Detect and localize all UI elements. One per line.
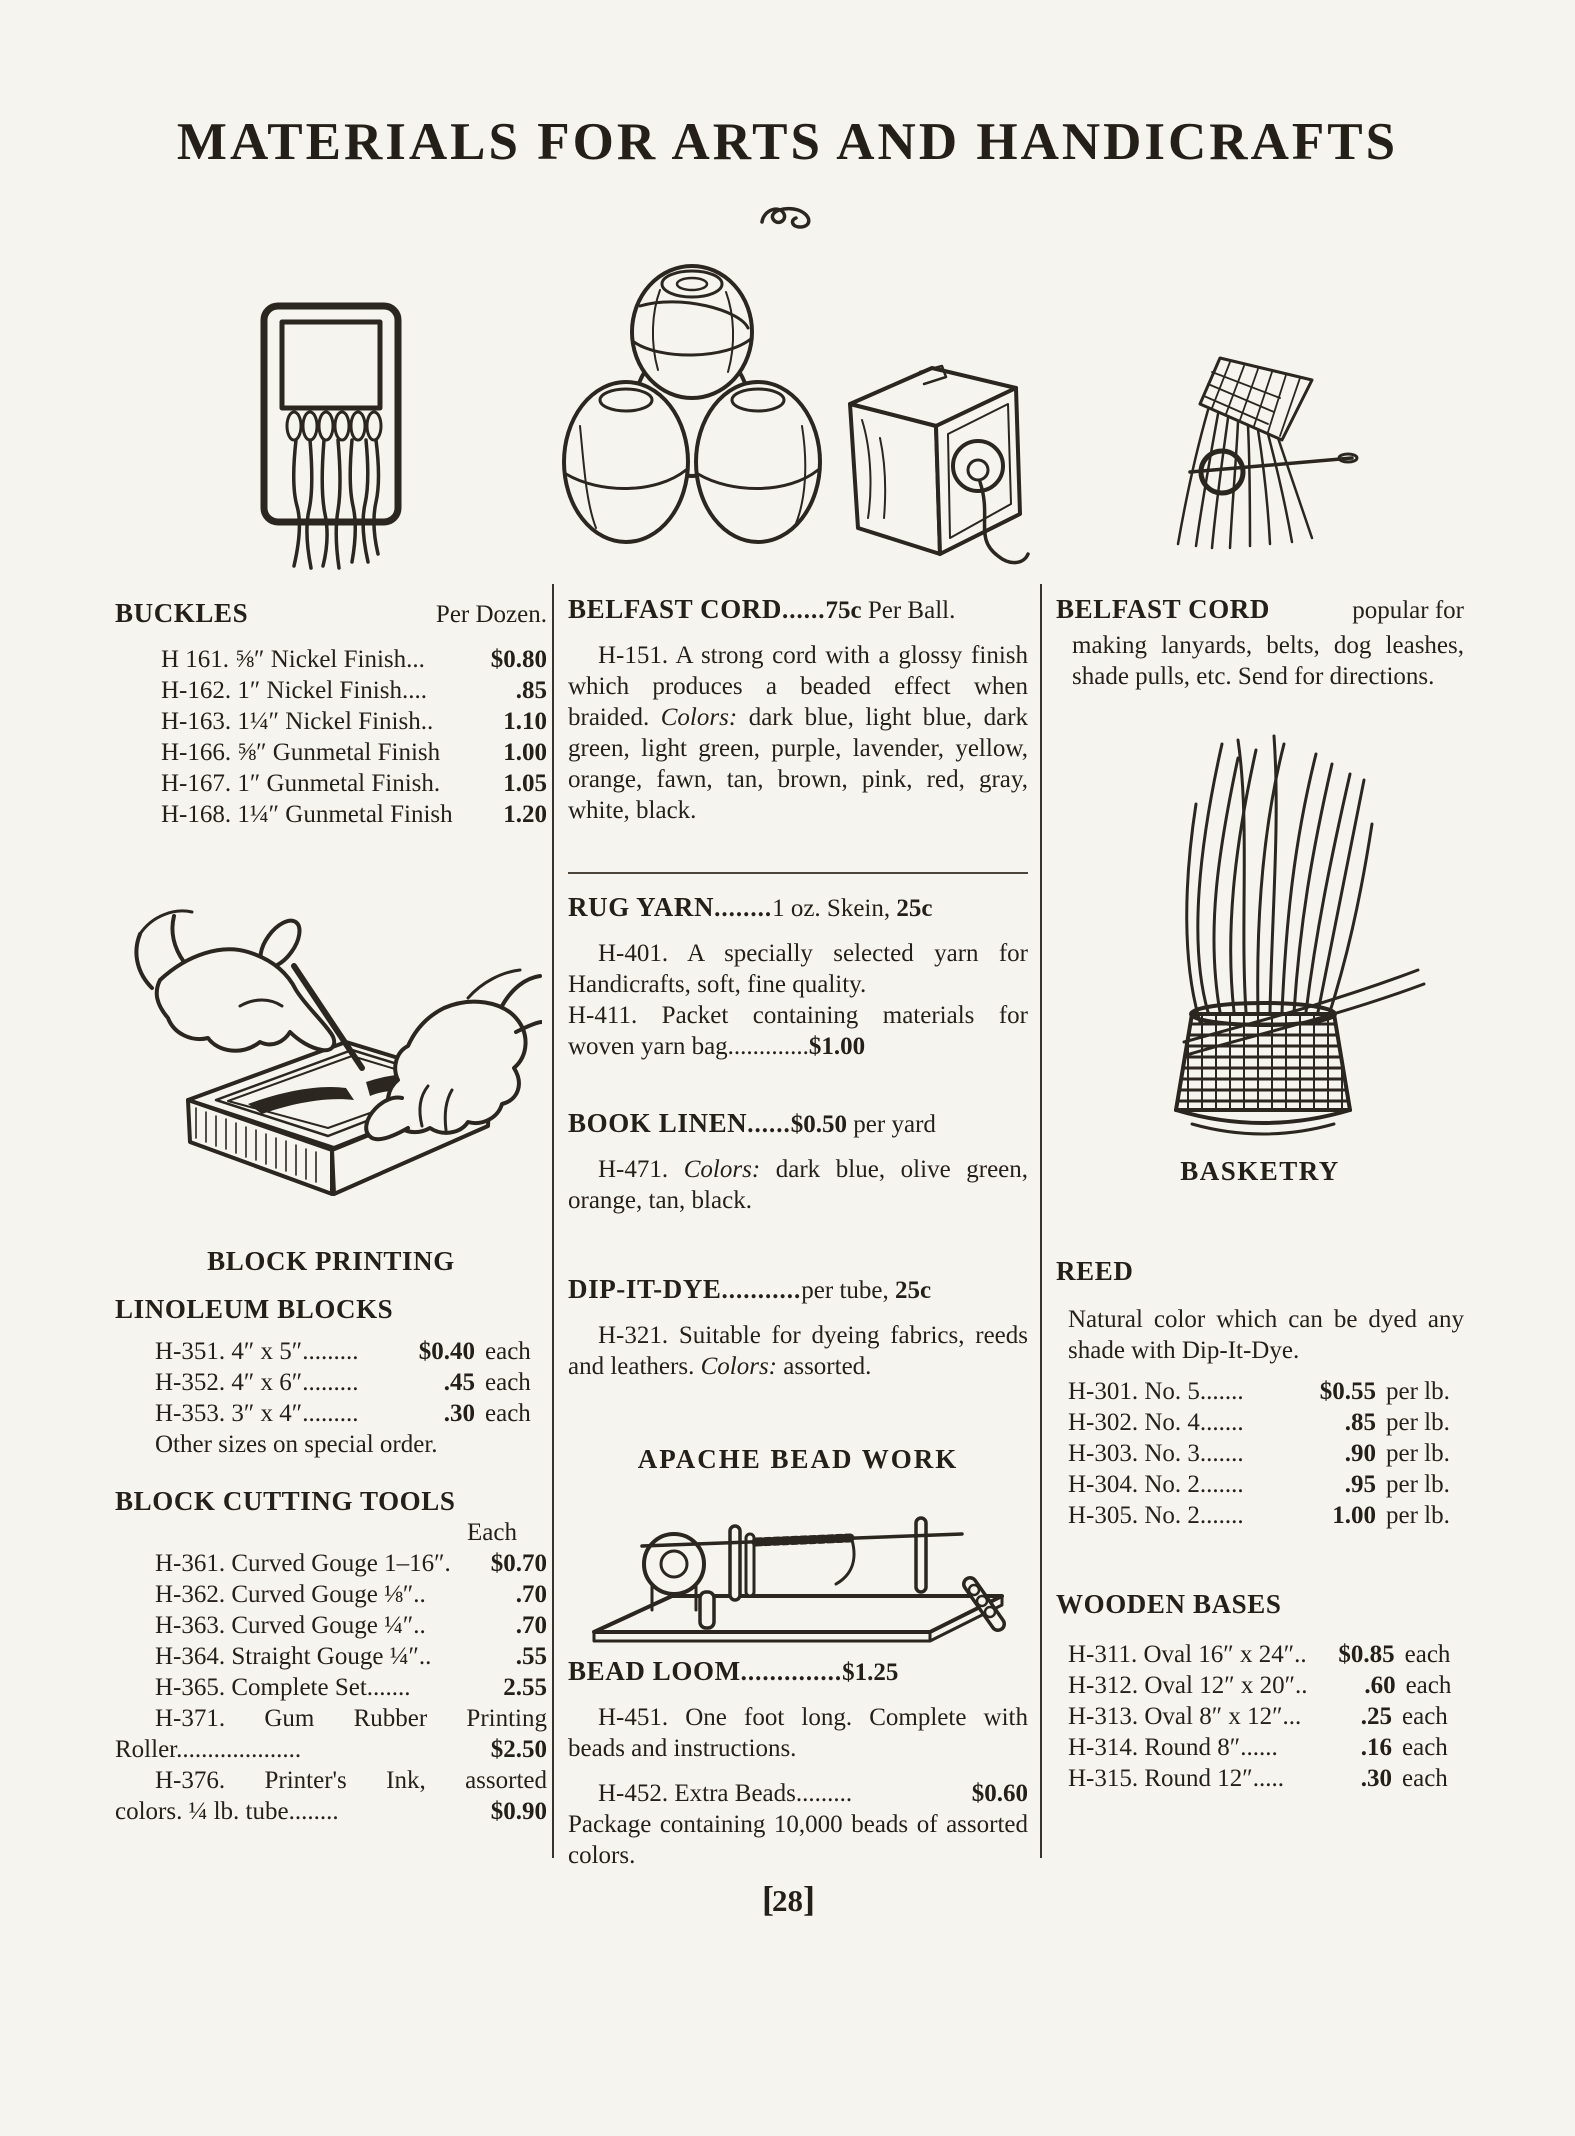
item-price: $0.55 [1319,1378,1376,1405]
item-price: .70 [515,1612,547,1639]
item-label: H-167. 1″ Gunmetal Finish. [161,770,441,797]
buckles-price-note: Per Dozen. [435,601,547,628]
item-label: H-168. 1¼″ Gunmetal Finish [161,801,453,828]
page-number-value: 28 [772,1883,803,1918]
item-label: H-162. 1″ Nickel Finish.... [161,677,427,704]
buckle-with-cords-illustration [250,296,420,576]
catalog-item-row [1068,1732,1464,1763]
colors-label: Colors: [700,1353,777,1380]
catalog-item-row [1068,1500,1464,1531]
right-column [1056,592,1464,1794]
item-price: .30 [1360,1765,1392,1792]
illustration-spacer [115,830,547,1226]
rug-yarn-heading: RUG YARN [568,892,715,922]
item-unit: each [1404,1641,1451,1668]
item-price: $0.60 [971,1780,1028,1807]
item-unit: each [485,1369,531,1396]
buckles-heading-row [115,596,547,630]
cord-balls-illustration [540,250,850,570]
catalog-item-row [161,768,547,799]
item-label: H-166. ⅝″ Gunmetal Finish [161,739,441,766]
item-price: .85 [1344,1409,1376,1436]
item-price: 2.55 [503,1674,547,1701]
linoleum-blocks-note: Other sizes on special order. [155,1431,438,1458]
item-label: H-305. No. 2....... [1068,1502,1244,1529]
buckles-heading: BUCKLES [115,598,249,628]
belfast-cord-right-description: making lanyards, belts, dog leashes, shade pulls, etc. Send for directions. [1072,632,1464,690]
item-label: colors. ¼ lb. tube........ [115,1798,339,1825]
item-price: 1.00 [503,739,547,766]
item-unit: per lb. [1386,1502,1450,1529]
item-unit: each [1402,1765,1448,1792]
item-unit: per lb. [1386,1471,1450,1498]
belfast-cord-right-heading-row [1056,592,1464,626]
item-label: H-353. 3″ x 4″......... [155,1400,359,1427]
item-label: H-352. 4″ x 6″......... [155,1369,359,1396]
item-label: H-362. Curved Gouge ⅛″.. [155,1581,426,1608]
catalog-item-row [155,1367,547,1398]
item-price: .95 [1344,1471,1376,1498]
reed-heading: REED [1056,1256,1134,1286]
section-divider [568,872,1028,874]
catalog-item-row [161,675,547,706]
item-price: .90 [1344,1440,1376,1467]
catalog-item-row [1068,1407,1464,1438]
item-price: .16 [1360,1734,1392,1761]
catalog-item-row [1068,1763,1464,1794]
page-number-bracket: ] [803,1879,813,1919]
item-price: .85 [515,677,547,704]
item-label: H-303. No. 3....... [1068,1440,1244,1467]
reed-list [1056,1376,1464,1531]
item-label: H-315. Round 12″..... [1068,1765,1284,1792]
rug-yarn-heading-line [568,890,1028,926]
colors-list: dark blue, olive green, orange, tan, black. [568,1156,1029,1214]
item-label: H-163. 1¼″ Nickel Finish.. [161,708,434,735]
item-price: 1.05 [503,770,547,797]
catalog-item-row [155,1579,547,1610]
dip-it-dye-description [568,1320,1028,1382]
item-price: .45 [443,1369,475,1396]
belfast-cord-price: 75c [825,597,862,624]
macrame-knot-work-illustration [1160,348,1370,558]
left-column [115,596,547,1827]
column-divider-left [552,584,554,1858]
dot-leaders: .............. [740,1659,843,1686]
wooden-bases-list [1056,1639,1464,1794]
roller-item-line2 [115,1734,547,1765]
dip-it-dye-heading-line [568,1272,1028,1308]
item-label: H-301. No. 5....... [1068,1378,1244,1405]
item-label: Roller.................... [115,1736,302,1763]
item-price: 1.20 [503,801,547,828]
item-unit: each [485,1400,531,1427]
item-price: .60 [1364,1672,1396,1699]
item-unit: each [485,1338,531,1365]
bead-loom-price: $1.25 [842,1659,899,1686]
rug-yarn-description: H-401. A specially selected yarn for Handicrafts, soft, fine quality. [568,940,1028,998]
basketry-heading: BASKETRY [1180,1156,1340,1186]
roller-item-line1: H-371. Gum Rubber Printing [155,1705,547,1732]
catalog-item-row [1068,1701,1464,1732]
item-label: H-313. Oval 8″ x 12″... [1068,1703,1302,1730]
rug-yarn-packet-line [568,1000,1028,1062]
extra-beads-row [568,1778,1028,1809]
page-number [0,1878,1575,1920]
block-cutting-tools-list [115,1548,547,1827]
apache-bead-work-heading: APACHE BEAD WORK [637,1444,959,1474]
item-label: H-304. No. 2....... [1068,1471,1244,1498]
catalog-item-row [155,1641,547,1672]
swash-ornament-icon [0,200,1575,239]
item-label: H-365. Complete Set....... [155,1674,411,1701]
belfast-cord-description [568,640,1028,826]
colors-label: Colors: [660,704,738,731]
colors-list: dark blue, light blue, dark green, light green, purple, lavender, yellow, orange, fawn, tan, brown, pink, red, gray, white, black. [568,704,1029,824]
dot-leaders: ...... [782,597,826,624]
item-label: H-364. Straight Gouge ¼″.. [155,1643,432,1670]
dot-leaders: ........... [721,1277,802,1304]
middle-column [568,592,1028,1871]
dot-leaders: ........ [714,895,773,922]
item-label: H 161. ⅝″ Nickel Finish... [161,646,425,673]
block-printing-heading: BLOCK PRINTING [207,1246,455,1276]
item-price: 1.10 [503,708,547,735]
catalog-item-row [155,1336,547,1367]
catalog-item-row [155,1548,547,1579]
catalog-item-row [161,799,547,830]
item-price: $0.40 [418,1338,475,1365]
item-code: H-151. [598,642,669,669]
book-linen-heading-line [568,1106,1028,1142]
book-linen-price: $0.50 [790,1111,848,1138]
item-price: $0.85 [1338,1641,1395,1668]
item-code: H-471. [598,1156,669,1183]
item-label: H-311. Oval 16″ x 24″.. [1068,1641,1307,1668]
item-price: $0.70 [490,1550,547,1577]
item-unit: per lb. [1386,1378,1450,1405]
bead-loom-description: H-451. One foot long. Complete with beads and instructions. [568,1704,1028,1762]
rug-yarn-unit: 1 oz. Skein, [772,895,897,922]
dip-it-dye-heading: DIP-IT-DYE [568,1274,722,1304]
cord-dispenser-box-illustration [828,342,1048,582]
buckles-list [115,644,547,830]
belfast-cord-heading: BELFAST CORD [568,594,782,624]
ink-item-line2 [115,1796,547,1827]
belfast-cord-right-heading: BELFAST CORD [1056,594,1270,624]
item-label: H-314. Round 8″...... [1068,1734,1278,1761]
item-label: H-363. Curved Gouge ¼″.. [155,1612,426,1639]
illustration-spacer [1056,692,1464,1154]
bead-loom-heading-line [568,1654,1028,1690]
catalog-item-row [161,706,547,737]
linoleum-blocks-heading: LINOLEUM BLOCKS [115,1294,394,1324]
item-price: $1.00 [808,1033,866,1060]
item-label: H-452. Extra Beads......... [598,1780,853,1807]
catalog-item-row [1068,1376,1464,1407]
book-linen-description [568,1154,1028,1216]
catalog-item-row [1068,1438,1464,1469]
book-linen-heading: BOOK LINEN [568,1108,748,1138]
book-linen-unit: per yard [847,1111,936,1138]
colors-label: Colors: [683,1156,761,1183]
item-price: .55 [515,1643,547,1670]
item-price: $2.50 [490,1736,547,1763]
item-unit: each [1402,1703,1448,1730]
item-price: .30 [443,1400,475,1427]
linoleum-blocks-list [115,1336,547,1429]
catalog-item-row [1068,1469,1464,1500]
item-price: $0.90 [490,1798,547,1825]
dot-leaders: ...... [747,1111,791,1138]
belfast-cord-right-lead: popular for [1352,597,1464,624]
belfast-cord-unit: Per Ball. [861,597,956,624]
item-price: .70 [515,1581,547,1608]
item-label: H-302. No. 4....... [1068,1409,1244,1436]
block-cutting-tools-heading: BLOCK CUTTING TOOLS [115,1486,456,1516]
price-column-label: Each [467,1519,517,1546]
catalog-item-row [155,1610,547,1641]
belfast-cord-heading-line [568,592,1028,628]
description-text: H-321. Suitable for dyeing fabrics, reeds and leathers. [568,1322,1028,1380]
item-label: H-351. 4″ x 5″......... [155,1338,359,1365]
item-label: H-361. Curved Gouge 1–16″. [155,1550,451,1577]
item-price: .25 [1360,1703,1392,1730]
page-title: MATERIALS FOR ARTS AND HANDICRAFTS [176,113,1399,171]
bead-loom-illustration [568,1484,1028,1652]
catalog-item-row [161,644,547,675]
catalog-item-row [155,1398,547,1429]
dip-it-dye-price: 25c [895,1277,932,1304]
ink-item-line1: H-376. Printer's Ink, assorted [155,1767,547,1794]
colors-list: assorted. [783,1353,872,1380]
extra-beads-description: Package containing 10,000 beads of assorted colors. [568,1811,1028,1869]
reed-description: Natural color which can be dyed any shade with Dip-It-Dye. [1068,1306,1464,1364]
catalog-item-row [161,737,547,768]
description-text: A strong cord with a glossy finish which produces a beaded effect when braided. [568,642,1028,731]
description-text: H-411. Packet containing materials for woven yarn bag............. [568,1002,1028,1060]
item-unit: per lb. [1386,1409,1450,1436]
page-number-bracket: [ [762,1879,772,1919]
catalog-item-row [1068,1670,1464,1701]
bead-loom-heading: BEAD LOOM [568,1656,741,1686]
item-label: H-312. Oval 12″ x 20″.. [1068,1672,1308,1699]
item-unit: each [1405,1672,1452,1699]
item-unit: per lb. [1386,1440,1450,1467]
item-unit: each [1402,1734,1448,1761]
catalog-item-row [1068,1639,1464,1670]
wooden-bases-heading: WOODEN BASES [1056,1589,1282,1619]
rug-yarn-price: 25c [896,895,933,922]
catalog-item-row [155,1672,547,1703]
dip-it-dye-unit: per tube, [801,1277,895,1304]
item-price: $0.80 [490,646,547,673]
item-price: 1.00 [1332,1502,1376,1529]
column-divider-right [1040,584,1042,1858]
